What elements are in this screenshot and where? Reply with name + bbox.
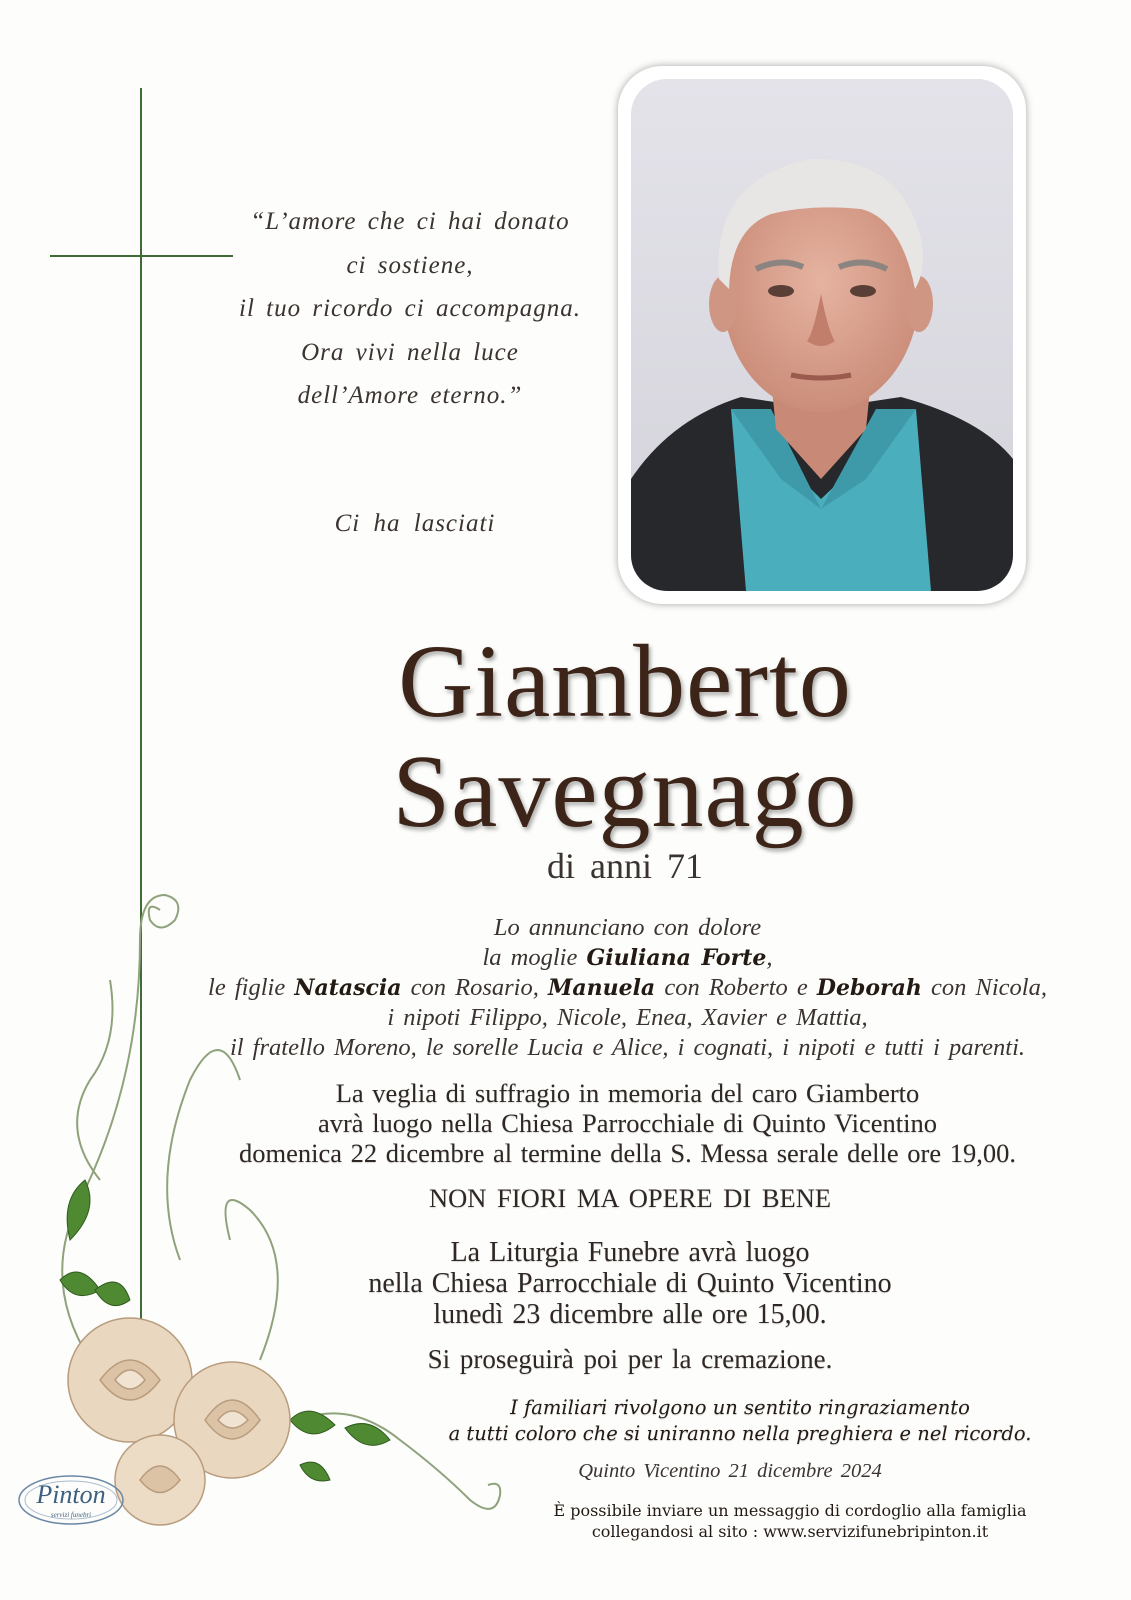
condolence-line: È possibile inviare un messaggio di cordoglio alla famiglia: [553, 1501, 1027, 1520]
announce-text: con Nicola,: [931, 974, 1047, 1001]
no-flowers-notice: NON FIORI MA OPERE DI BENE: [428, 1183, 832, 1213]
quote-line: il tuo ricordo ci accompagna.: [239, 295, 581, 322]
liturgy-line: nella Chiesa Parrocchiale di Quinto Vicentino: [368, 1268, 892, 1299]
logo-tagline: servizi funebri: [50, 1511, 92, 1519]
wife-name: Giuliana Forte: [586, 945, 767, 971]
announce-line: i nipoti Filippo, Nicole, Enea, Xavier e Mattia,: [387, 1004, 868, 1031]
thanks-line: I familiari rivolgono un sentito ringraziamento: [510, 1396, 970, 1419]
intro-text: Ci ha lasciati: [334, 510, 496, 537]
announce-text: la moglie: [482, 944, 578, 971]
memorial-quote: [220, 200, 600, 418]
vigil-line: La veglia di suffragio in memoria del caro Giamberto: [335, 1078, 920, 1108]
funeral-home-logo: [14, 1467, 129, 1533]
logo-name: Pinton: [36, 1480, 106, 1509]
liturgy-line: lunedì 23 dicembre alle ore 15,00.: [433, 1299, 827, 1330]
liturgy-line: La Liturgia Funebre avrà luogo: [450, 1237, 810, 1268]
deceased-last-name: Savegnago: [392, 734, 858, 849]
quote-line: “L’amore che ci hai donato: [250, 208, 570, 235]
announce-text: con Rosario,: [410, 974, 539, 1001]
cross-horizontal-bar: [50, 255, 233, 257]
quote-line: dell’Amore eterno.”: [297, 382, 523, 409]
deceased-first-name: Giamberto: [398, 624, 852, 739]
quote-line: ci sostiene,: [346, 251, 474, 279]
thanks-line: a tutti coloro che si uniranno nella preghiera e nel ricordo.: [448, 1422, 1032, 1445]
vigil-line: avrà luogo nella Chiesa Parrocchiale di Quinto Vicentino: [317, 1108, 938, 1138]
portrait-photo: [631, 79, 1013, 591]
quote-line: Ora vivi nella luce: [301, 338, 519, 366]
condolence-website-line: collegandosi al sito : www.servizifunebripinton.it: [591, 1522, 989, 1541]
announce-line: Lo annunciano con dolore: [493, 914, 762, 941]
announce-text: con Roberto e: [664, 974, 808, 1001]
condolence-info: [480, 1500, 1100, 1542]
vigil-line: domenica 22 dicembre al termine della S. Messa serale delle ore 19,00.: [239, 1138, 1016, 1168]
daughter-name: Manuela: [547, 975, 656, 1001]
announce-text: ,: [766, 944, 773, 971]
daughter-name: Deborah: [816, 975, 922, 1001]
place-and-date: Quinto Vicentino 21 dicembre 2024: [578, 1460, 882, 1482]
announce-line: il fratello Moreno, le sorelle Lucia e Alice, i cognati, i nipoti e tutti i parenti.: [229, 1034, 1026, 1061]
deceased-age: di anni 71: [547, 846, 703, 886]
cremation-notice: Si proseguirà poi per la cremazione.: [427, 1344, 833, 1374]
daughter-name: Natascia: [294, 975, 402, 1001]
announce-text: le figlie: [208, 974, 286, 1001]
